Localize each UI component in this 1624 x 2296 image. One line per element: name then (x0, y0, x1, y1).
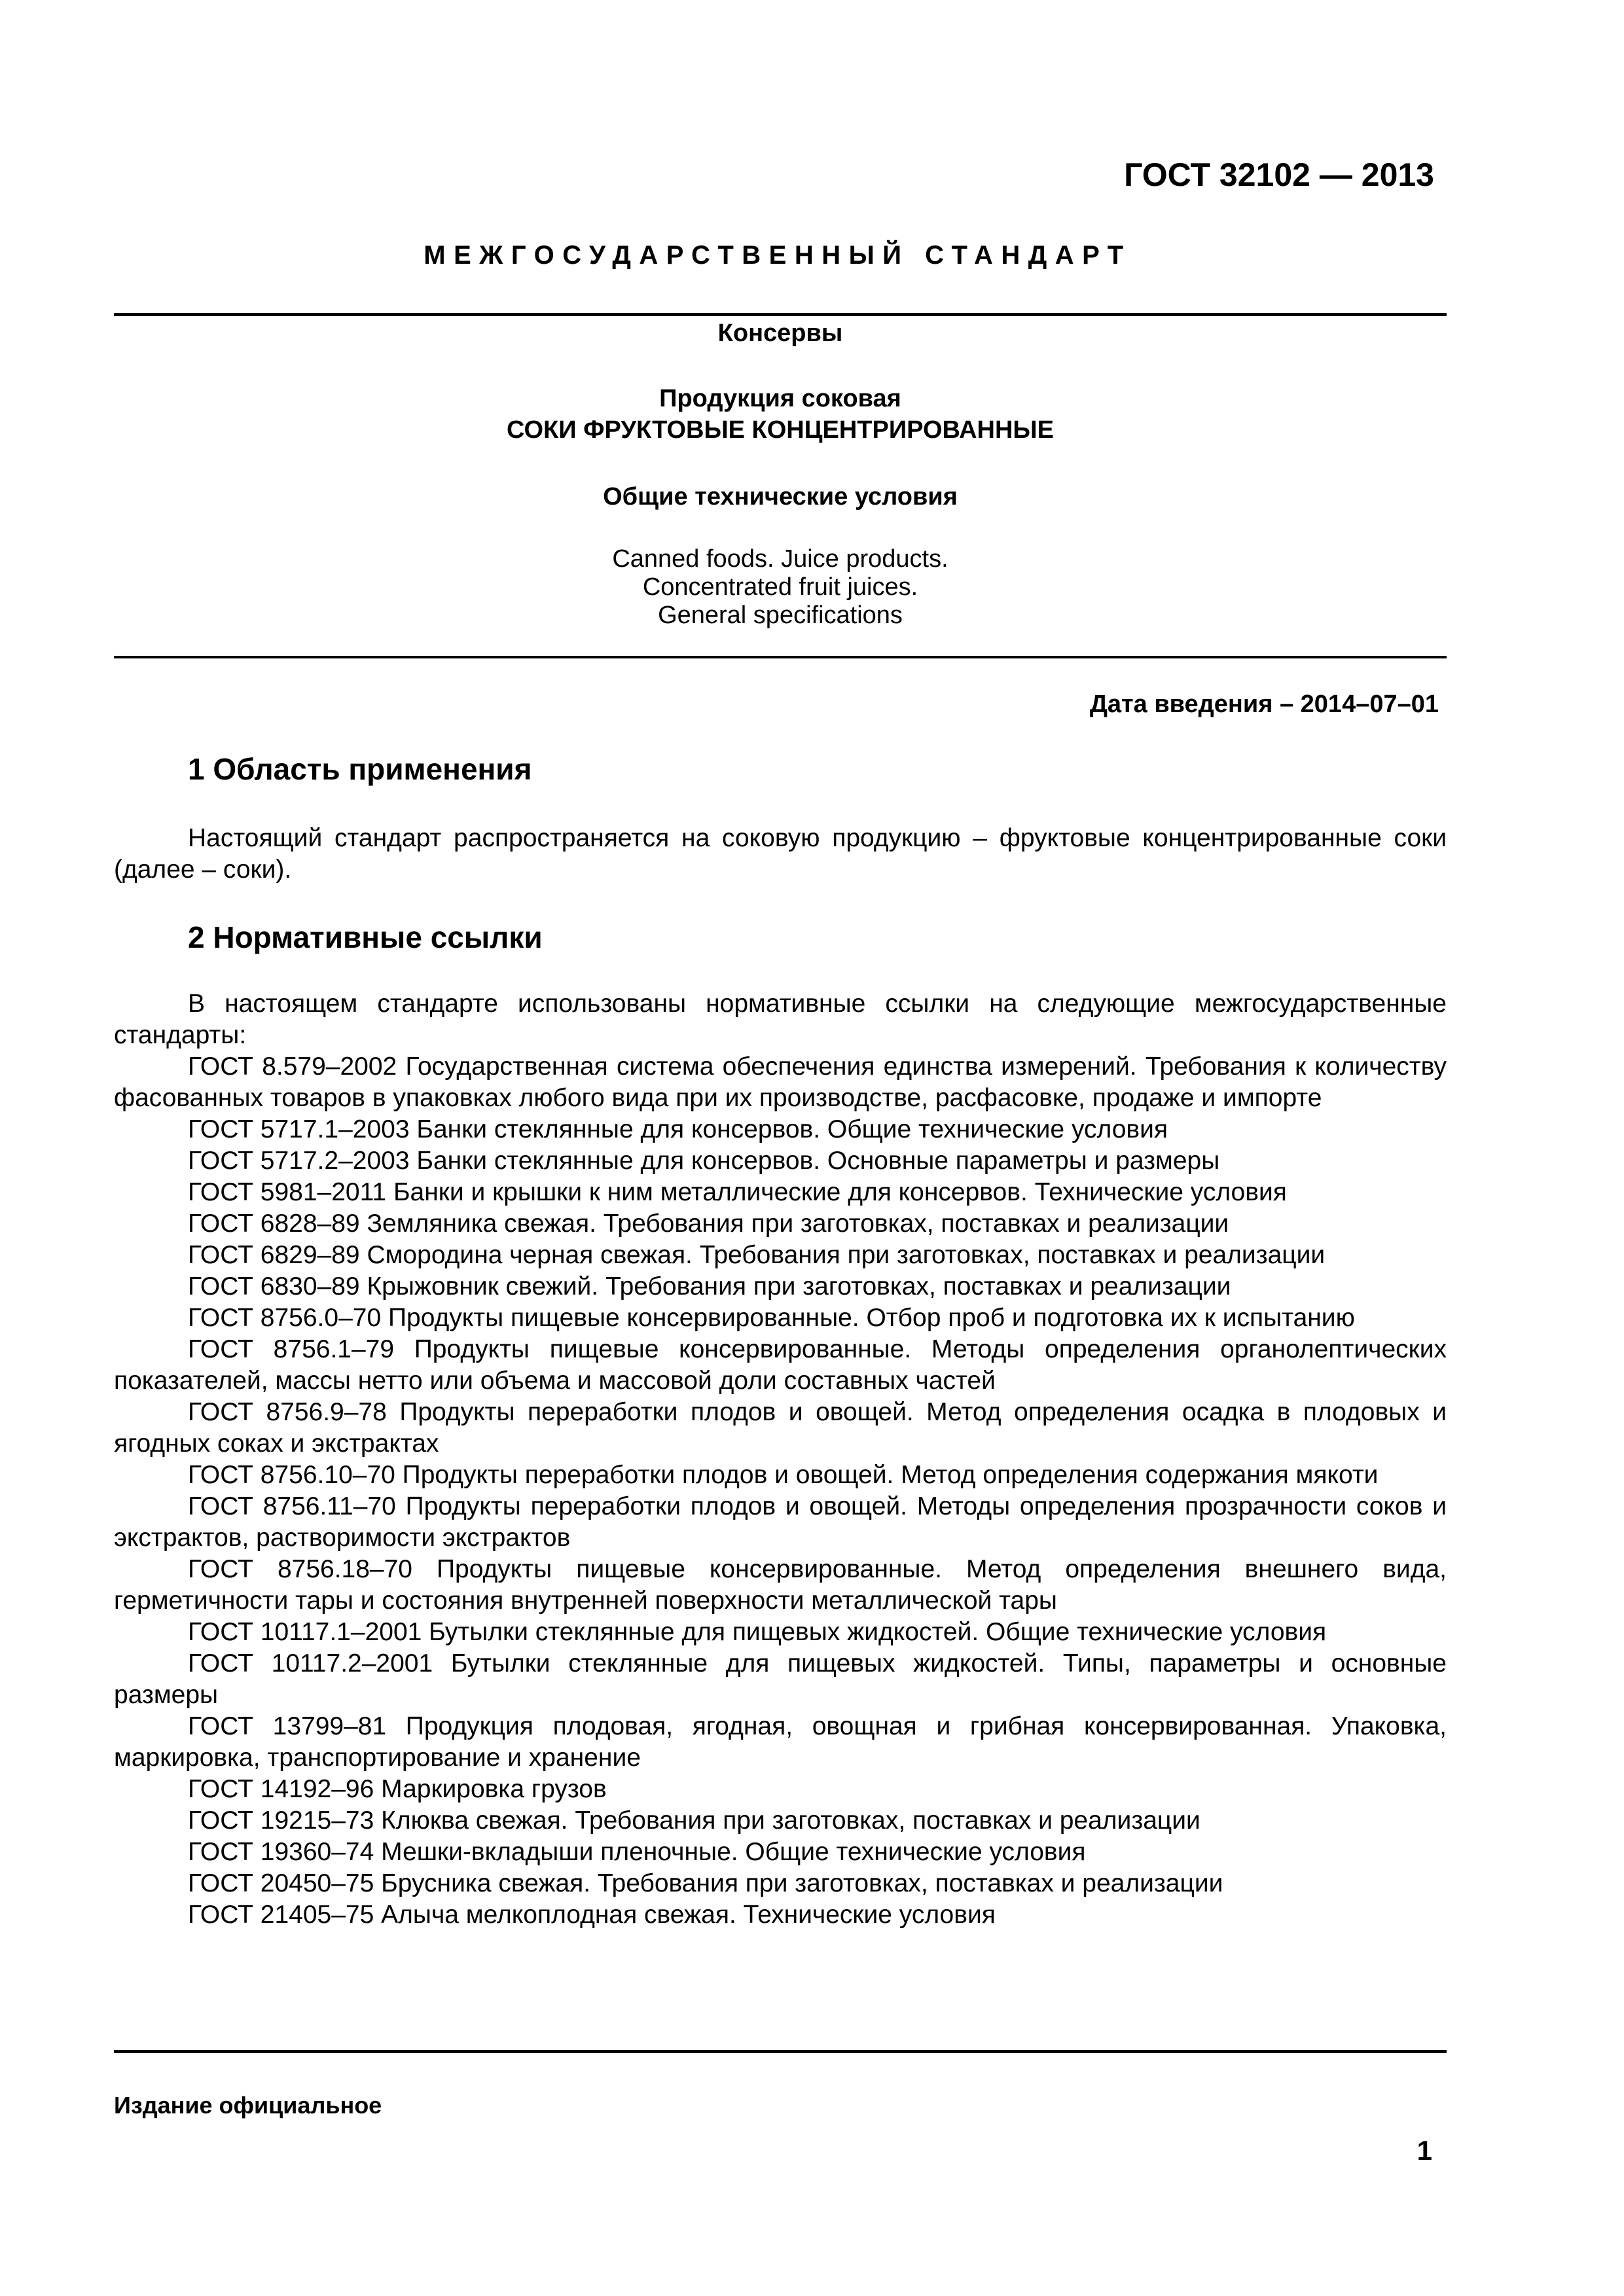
reference-item: ГОСТ 6829–89 Смородина черная свежая. Требования при заготовках, поставках и реализации (188, 1241, 1326, 1269)
reference-item: ГОСТ 19360–74 Мешки-вкладыши пленочные. Общие технические условия (188, 1838, 1086, 1866)
section-1-paragraph: Настоящий стандарт распространяется на соковую продукцию – фруктовые концентрированные соки (далее – соки). (114, 824, 1447, 884)
title-line-3: СОКИ ФРУКТОВЫЕ КОНЦЕНТРИРОВАННЫЕ (507, 416, 1054, 444)
edition-label: Издание официальное (114, 2092, 382, 2119)
reference-item: ГОСТ 8756.9–78 Продукты переработки плодов и овощей. Метод определения осадка в плодовых и ягодных соках и экстрактах (114, 1398, 1447, 1458)
reference-item: ГОСТ 5717.1–2003 Банки стеклянные для консервов. Общие технические условия (188, 1115, 1168, 1143)
reference-item: ГОСТ 5981–2011 Банки и крышки к ним металлические для консервов. Технические условия (188, 1178, 1287, 1206)
title-line-1: Консервы (717, 319, 843, 347)
footer-divider (114, 2050, 1447, 2053)
title-line-2: Продукция соковая (659, 385, 901, 412)
reference-item: ГОСТ 6830–89 Крыжовник свежий. Требования при заготовках, поставках и реализации (188, 1272, 1231, 1300)
reference-item: ГОСТ 6828–89 Земляника свежая. Требования при заготовках, поставках и реализации (188, 1210, 1229, 1238)
reference-item: ГОСТ 21405–75 Алыча мелкоплодная свежая. Технические условия (188, 1901, 996, 1929)
reference-item: ГОСТ 8756.11–70 Продукты переработки плодов и овощей. Методы определения прозрачности соков и экстрактов, растворимости экстрактов (114, 1492, 1447, 1552)
section-1-body (114, 823, 1447, 886)
section-1-heading: 1 Область применения (188, 752, 532, 786)
reference-item: ГОСТ 8756.18–70 Продукты пищевые консервированные. Метод определения внешнего вида, герметичности тары и состояния внутренней поверхности металлической тары (114, 1555, 1447, 1615)
introduction-date: Дата введения – 2014–07–01 (1089, 691, 1439, 718)
title-line-4: Общие технические условия (603, 483, 958, 511)
reference-item: ГОСТ 8756.1–79 Продукты пищевые консервированные. Методы определения органолептических показателей, массы нетто или объема и массовой доли составных частей (114, 1335, 1447, 1395)
reference-item: ГОСТ 8.579–2002 Государственная система обеспечения единства измерений. Требования к количеству фасованных товаров в упаковках любого вида при их производстве, расфасовке, продаже и импорте (114, 1052, 1447, 1112)
section-2-heading: 2 Нормативные ссылки (188, 920, 543, 954)
page-number: 1 (1416, 2135, 1432, 2166)
reference-item: ГОСТ 20450–75 Брусника свежая. Требования при заготовках, поставках и реализации (188, 1869, 1223, 1897)
reference-item: ГОСТ 14192–96 Маркировка грузов (188, 1775, 607, 1803)
reference-item: ГОСТ 8756.10–70 Продукты переработки плодов и овощей. Метод определения содержания мякоти (188, 1461, 1379, 1489)
reference-item: ГОСТ 8756.0–70 Продукты пищевые консервированные. Отбор проб и подготовка их к испытанию (188, 1304, 1355, 1332)
reference-item: ГОСТ 10117.2–2001 Бутылки стеклянные для пищевых жидкостей. Типы, параметры и основные размеры (114, 1649, 1447, 1709)
english-title-line-2: Concentrated fruit juices. (642, 573, 918, 601)
top-divider (114, 313, 1447, 316)
section-2-intro-paragraph: В настоящем стандарте использованы нормативные ссылки на следующие межгосударственные стандарты: (114, 990, 1447, 1049)
english-title-line-1: Canned foods. Juice products. (612, 545, 948, 573)
reference-item: ГОСТ 10117.1–2001 Бутылки стеклянные для пищевых жидкостей. Общие технические условия (188, 1618, 1327, 1646)
reference-item: ГОСТ 19215–73 Клюква свежая. Требования при заготовках, поставках и реализации (188, 1806, 1200, 1835)
title-bottom-divider (114, 656, 1447, 658)
standard-type: МЕЖГОСУДАРСТВЕННЫЙ СТАНДАРТ (424, 241, 1132, 270)
section-2-body (114, 988, 1447, 1931)
english-title-line-3: General specifications (658, 601, 903, 629)
reference-item: ГОСТ 13799–81 Продукция плодовая, ягодная, овощная и грибная консервированная. Упаковка, маркировка, транспортирование и хранение (114, 1712, 1447, 1772)
reference-item: ГОСТ 5717.2–2003 Банки стеклянные для консервов. Основные параметры и размеры (188, 1147, 1220, 1175)
gost-number: ГОСТ 32102 — 2013 (1124, 156, 1434, 193)
